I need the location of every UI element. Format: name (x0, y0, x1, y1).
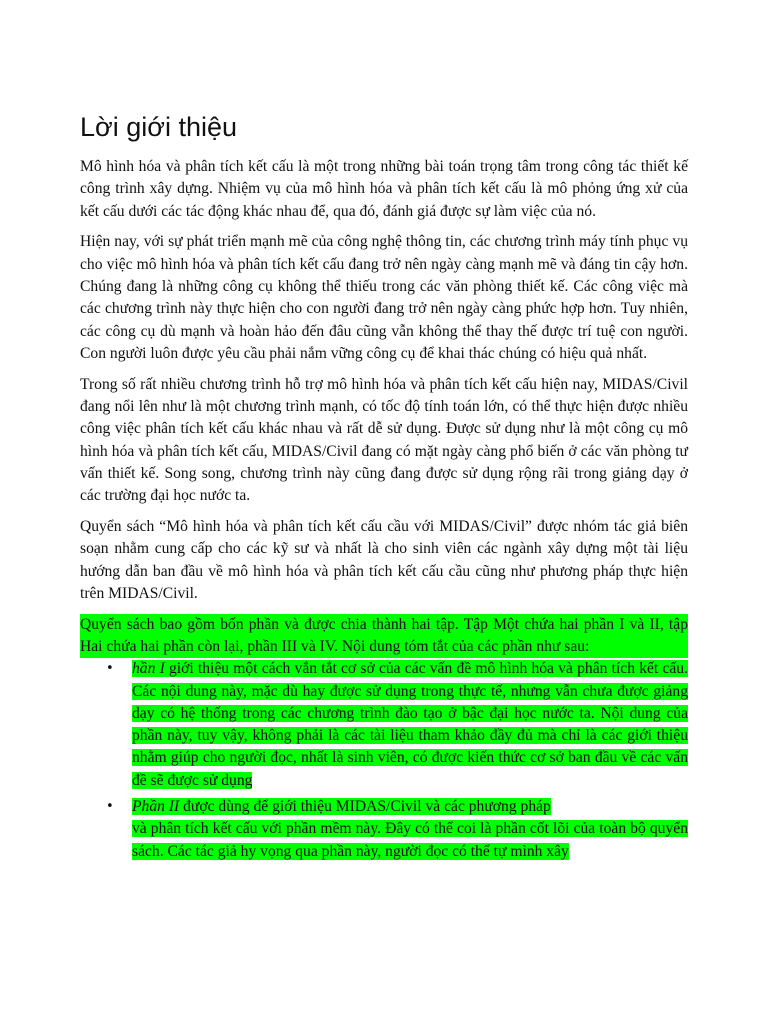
highlighted-section (80, 614, 688, 659)
parts-list (80, 658, 688, 863)
list-item (80, 796, 688, 863)
highlighted-intro-text: Quyển sách bao gồm bốn phần và được chia thành hai tập. Tập Một chứa hai phần I và II, tập Hai chứa hai phần còn lại, phần III và IV. Nội dung tóm tắt của các phần như sau: (80, 615, 688, 655)
part-continuation: và phân tích kết cấu với phần mềm này. Đây có thể coi là phần cốt lõi của toàn bộ quyển sách. Các tác giả hy vọng qua phần này, người đọc có thể tự mình xây (132, 820, 688, 860)
paragraph-3: Trong số rất nhiều chương trình hỗ trợ mô hình hóa và phân tích kết cấu hiện nay, MIDAS/Civil đang nổi lên như là một chương trình mạnh, có tốc độ tính toán lớn, có thể thực hiện được nhiều công việc phân tích kết cấu khác nhau và rất dễ sử dụng. Được sử dụng như là một công cụ mô hình hóa và phân tích kết cấu, MIDAS/Civil đang có mặt ngày càng phổ biến ở các văn phòng tư vấn thiết kế. Song song, chương trình này cũng đang được sử dụng rộng rãi trong giảng dạy ở các trường đại học nước ta. (80, 375, 688, 505)
page-title: Lời giới thiệu (80, 112, 237, 142)
paragraph-1: Mô hình hóa và phân tích kết cấu là một trong những bài toán trọng tâm trong công tác thiết kế công trình xây dựng. Nhiệm vụ của mô hình hóa và phân tích kết cấu là mô phỏng ứng xử của kết cấu dưới các tác động khác nhau để, qua đó, đánh giá được sự làm việc của nó. (80, 158, 688, 220)
part-description: được dùng để giới thiệu MIDAS/Civil và các phương pháp (179, 798, 551, 816)
bullet-icon: • (106, 661, 114, 677)
bullet-icon: • (106, 799, 114, 815)
part-description: giới thiệu một cách vắn tắt cơ sở của các vấn đề mô hình hóa và phân tích kết cấu. Các nội dung này, mặc dù hay được sử dụng trong thực tế, nhưng vẫn chưa được giảng dạy có hệ thống trong các chương trình đào tạo ở bậc đại học nước ta. Nội dung của phần này, tuy vậy, không phải là các tài liệu tham khảo đầy đủ mà chỉ là các giới thiệu nhằm giúp cho người đọc, nhất là sinh viên, có được kiến thức cơ sở ban đầu về các vấn đề sẽ được sử dụng (132, 660, 689, 789)
document-body (80, 156, 688, 863)
part-label: hần I (132, 660, 165, 678)
list-item (80, 658, 688, 792)
paragraph-4: Quyển sách “Mô hình hóa và phân tích kết cấu cầu với MIDAS/Civil” được nhóm tác giả biên soạn nhằm cung cấp cho các kỹ sư và nhất là cho sinh viên các ngành xây dựng một tài liệu hướng dẫn ban đầu về mô hình hóa và phân tích kết cấu cầu cũng như phương pháp thực hiện trên MIDAS/Civil. (80, 517, 688, 602)
highlighted-intro (80, 614, 688, 659)
paragraph-2: Hiện nay, với sự phát triển mạnh mẽ của công nghệ thông tin, các chương trình máy tính phục vụ cho việc mô hình hóa và phân tích kết cấu đang trở nên ngày càng mạnh mẽ và đáng tin cậy hơn. Chúng đang là những công cụ không thể thiếu trong các văn phòng thiết kế. Các công việc mà các chương trình này thực hiện cho con người đang trở nên ngày càng phức hợp hơn. Tuy nhiên, các công cụ dù mạnh và hoàn hảo đến đâu cũng vẫn không thể thay thế được trí tuệ con người. Con người luôn được yêu cầu phải nắm vững công cụ để khai thác chúng có hiệu quả nhất. (80, 233, 688, 362)
part-label: Phần II (132, 798, 180, 816)
